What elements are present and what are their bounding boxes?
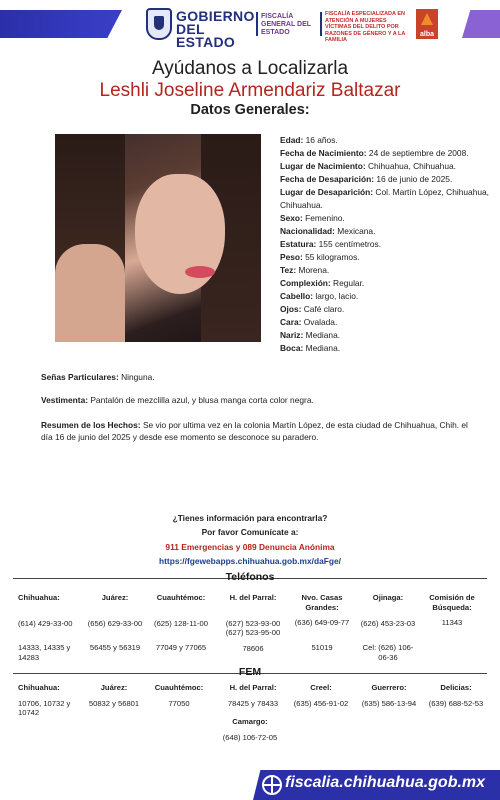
person-name: Leshli Joseline Armendariz Baltazar	[99, 80, 401, 101]
phone-col-comision-busqueda: Comisión de Búsqueda: 11343	[422, 593, 482, 628]
fem-phone: (635) 456-91-02	[293, 698, 349, 708]
divider	[256, 12, 258, 36]
phone-number: (626) 453-23-03	[360, 618, 416, 628]
phones-title: Teléfonos	[225, 571, 275, 583]
detail-row: Fecha de Nacimiento: 24 de septiembre de 2008.	[280, 148, 469, 158]
resumen-hechos: Resumen de los Hechos: Se vio por ultima vez en la colonia Martín López, de esta ciudad de Chihuahua, Chih. el día 16 de junio del 2025 y desde ese momento se desconoce su paradero.	[41, 420, 468, 442]
fem-col-delicias: Delicias: (639) 688-52-53	[422, 683, 490, 708]
detail-row: Edad: 16 años.	[280, 135, 338, 145]
state-shield-logo	[146, 8, 172, 40]
detail-row: Fecha de Desaparición: 16 de junio de 2025.	[280, 174, 453, 184]
vestimenta: Vestimenta: Pantalón de mezclilla azul, y blusa manga corta color negra.	[41, 395, 314, 405]
detail-row: Nacionalidad: Mexicana.	[280, 226, 376, 236]
alba-logo	[416, 9, 438, 39]
fem-col-camargo: Camargo: (648) 106-72-05	[215, 717, 285, 742]
header-accent-right	[462, 10, 500, 38]
phone-col-parral: H. del Parral: (627) 523-93-00 (627) 523-95-00 78606	[220, 593, 286, 653]
phone-number: (625) 128-11-00	[154, 618, 208, 628]
fem-title: FEM	[238, 666, 262, 678]
gobierno-logo-text: GOBIERNO DEL ESTADO	[176, 8, 255, 50]
phone-ext: 78606	[242, 643, 264, 653]
detail-row: Peso: 55 kilogramos.	[280, 252, 360, 262]
fem-grid	[0, 683, 500, 743]
fem-phone: (648) 106-72-05	[222, 732, 278, 742]
phone-col-chihuahua: Chihuahua: (614) 429-33-00 14333, 14335 y 14283	[18, 593, 88, 662]
person-photo	[55, 134, 261, 342]
page-title: Ayúdanos a Localizarla	[151, 58, 349, 79]
section-title-datos: Datos Generales:	[190, 102, 310, 118]
detail-row: Boca: Mediana.	[280, 343, 341, 353]
phone-number: (656) 629-33-00	[87, 618, 143, 628]
phone-number: (614) 429-33-00	[18, 618, 73, 628]
detail-row: Cara: Ovalada.	[280, 317, 338, 327]
detail-row: Lugar de Nacimiento: Chihuahua, Chihuahua.	[280, 161, 456, 171]
detail-row: Estatura: 155 centímetros.	[280, 239, 382, 249]
details-list	[280, 134, 490, 355]
divider	[320, 12, 322, 36]
fem-col-guerrero: Guerrero: (635) 586-13-94	[355, 683, 423, 708]
detail-row: Complexión: Regular.	[280, 278, 365, 288]
globe-icon	[262, 775, 282, 795]
fem-phone: (635) 586-13-94	[361, 698, 417, 708]
phone-col-ojinaga: Ojinaga: (626) 453-23-03 Cel: (626) 106-06-36	[355, 593, 421, 662]
cta-comunicate: Por favor Comunícate a:	[201, 527, 299, 537]
photo-hand	[55, 244, 125, 342]
fem-ext: 50832 y 56801	[88, 698, 140, 708]
cta-question: ¿Tienes información para encontrarla?	[172, 513, 328, 523]
fem-ext: 77050	[168, 698, 190, 708]
phone-ext: 11343	[441, 618, 463, 627]
phone-ext: 77049 y 77065	[155, 643, 207, 652]
photo-lips	[185, 266, 215, 278]
phone-col-juarez: Juárez: (656) 629-33-00 56455 y 56319	[80, 593, 150, 653]
fem-ext: 78425 y 78433	[227, 698, 279, 708]
detail-row: Sexo: Femenino.	[280, 213, 345, 223]
fem-col-parral: H. del Parral: 78425 y 78433	[218, 683, 288, 708]
photo-face	[135, 174, 225, 294]
detail-row: Tez: Morena.	[280, 265, 330, 275]
footer-url-link[interactable]: fiscalia.chihuahua.gob.mx	[285, 774, 486, 791]
detail-row: Cabello: largo, lacio.	[280, 291, 359, 301]
alba-logo-text: alba	[419, 31, 434, 38]
header	[0, 0, 500, 50]
emergency-numbers: 911 Emergencias y 089 Denuncia Anónima	[165, 542, 335, 552]
phone-ext: 51019	[311, 642, 333, 652]
footer	[0, 770, 500, 800]
phone-col-cuauhtemoc: Cuauhtémoc: (625) 128-11-00 77049 y 77065	[148, 593, 214, 653]
phones-grid	[0, 593, 500, 663]
detail-row: Nariz: Mediana.	[280, 330, 341, 340]
fem-phone: (639) 688-52-53	[428, 698, 484, 708]
fem-ext: 10706, 10732 y 10742	[18, 698, 71, 717]
fiscalia-general-text: FISCALÍA GENERAL DEL ESTADO	[261, 13, 311, 36]
fem-col-juarez: Juárez: 50832 y 56801	[82, 683, 146, 708]
detail-row: Lugar de Desaparición: Col. Martín López, Chihuahua, Chihuahua.	[280, 187, 490, 210]
fem-col-creel: Creel: (635) 456-91-02	[287, 683, 355, 708]
fem-col-chihuahua: Chihuahua: 10706, 10732 y 10742	[18, 683, 82, 718]
fem-col-cuauhtemoc: Cuauhtémoc: 77050	[148, 683, 210, 708]
header-accent-left	[0, 10, 122, 38]
senas-particulares: Señas Particulares: Ninguna.	[41, 372, 155, 382]
report-url-link[interactable]: https://fgewebapps.chihuahua.gob.mx/daFge/	[159, 556, 341, 566]
phone-number: (627) 523-93-00 (627) 523-95-00	[225, 618, 281, 637]
detail-row: Ojos: Café claro.	[280, 304, 345, 314]
phone-cel: Cel: (626) 106-06-36	[362, 643, 414, 662]
phone-ext: 14333, 14335 y 14283	[18, 643, 71, 662]
phone-ext: 56455 y 56319	[89, 643, 141, 652]
phone-col-nvo-casas-grandes: Nvo. Casas Grandes: (636) 649-09-77 51019	[287, 593, 357, 652]
phone-number: (636) 649-09-77	[294, 618, 350, 627]
fiscalia-especializada-text: FISCALÍA ESPECIALIZADA EN ATENCIÓN A MUJERES VÍCTIMAS DEL DELITO POR RAZONES DE GÉNERO Y A LA FAMILIA	[325, 11, 406, 43]
